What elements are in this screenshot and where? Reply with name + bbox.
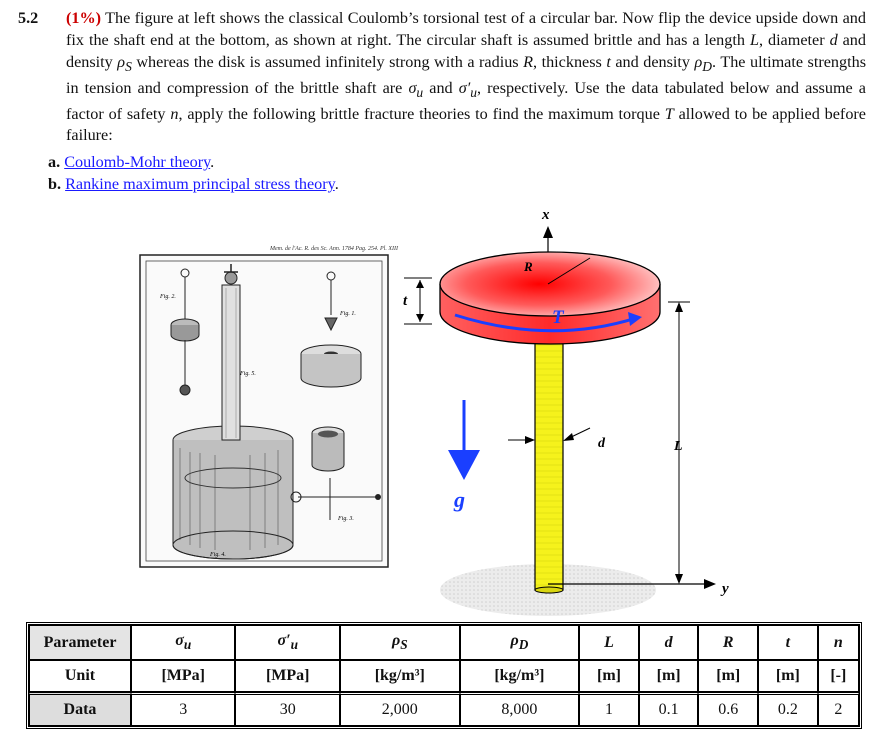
var-rho-s: ρ xyxy=(117,52,126,71)
item-a-tail: . xyxy=(210,153,215,171)
coulomb-mohr-link[interactable]: Coulomb-Mohr theory xyxy=(64,153,211,171)
R-label: R xyxy=(524,259,533,274)
text-part: , thickness xyxy=(533,52,607,71)
text-part: , apply the following brittle fracture theories to find the maximum torque xyxy=(178,104,665,123)
param-rho-d: $\rho_D$ xyxy=(460,625,580,660)
coulomb-engraving xyxy=(140,245,399,567)
var-L: L xyxy=(749,30,759,49)
row-header-parameter: Parameter xyxy=(29,625,131,660)
param-t: t xyxy=(758,625,818,660)
L-label: L xyxy=(674,439,683,454)
var-n: n xyxy=(170,104,179,123)
var-T: T xyxy=(664,104,674,123)
unit-cell: [m] xyxy=(639,660,699,692)
var-rho-d-sub: D xyxy=(702,58,713,74)
data-cell: 0.6 xyxy=(698,692,758,726)
y-axis-label: y xyxy=(722,581,729,597)
unit-cell: [m] xyxy=(698,660,758,692)
fig-label-3: Fig. 3. xyxy=(338,516,354,522)
var-t: t xyxy=(606,52,611,71)
var-R: R xyxy=(523,52,534,71)
data-cell: 2 xyxy=(818,692,859,726)
var-sigma-u-prime: σ′ xyxy=(458,78,471,97)
row-header-unit: Unit xyxy=(29,660,131,692)
data-cell: 0.1 xyxy=(639,692,699,726)
fig-label-2: Fig. 1. xyxy=(340,311,356,317)
unit-row xyxy=(29,660,859,692)
item-a-label: a. xyxy=(48,153,61,171)
T-label: T xyxy=(552,307,564,328)
param-rho-s: $\rho_S$ xyxy=(340,625,460,660)
problem-weight: (1%) xyxy=(66,9,102,27)
data-cell: 8,000 xyxy=(460,692,580,726)
unit-cell: [MPa] xyxy=(235,660,339,692)
var-rho-s-sub: S xyxy=(125,58,132,74)
var-u-sub: u xyxy=(416,84,424,100)
data-table xyxy=(26,622,862,729)
text-part: and density xyxy=(610,52,695,71)
t-label: t xyxy=(403,293,408,309)
param-sigma-u-prime: $\sigma'_u$ xyxy=(235,625,339,660)
param-sigma-u: $\sigma_u$ xyxy=(131,625,235,660)
unit-cell: [kg/m³] xyxy=(460,660,580,692)
var-u-sub: u xyxy=(470,84,477,100)
text-part: allowed to be applied before failure: xyxy=(66,104,866,145)
data-cell: 0.2 xyxy=(758,692,818,726)
unit-cell: [kg/m³] xyxy=(340,660,460,692)
g-label: g xyxy=(454,487,465,512)
shaft xyxy=(535,330,563,590)
text-part: . The ultimate strengths in tension and compression of the brittle shaft are xyxy=(66,52,866,97)
gravity-arrow xyxy=(448,400,480,512)
engraving-caption: Mem. de l'Ac. R. des Sc. Ann. 1784 Pag. 254. Pl. XIII xyxy=(270,246,398,252)
data-cell: 3 xyxy=(131,692,235,726)
data-cell: 30 xyxy=(235,692,339,726)
text-part: , diameter xyxy=(758,30,830,49)
text-part: whereas the disk is assumed infinitely strong with a radius xyxy=(131,52,524,71)
row-header-data: Data xyxy=(29,692,131,726)
data-cell: 1 xyxy=(579,692,639,726)
fig-label-1: Fig. 2. xyxy=(160,294,176,300)
unit-cell: [m] xyxy=(758,660,818,692)
param-d: d xyxy=(639,625,699,660)
problem-number: 5.2 xyxy=(18,9,39,27)
unit-cell: [-] xyxy=(818,660,859,692)
parameter-row xyxy=(29,625,859,660)
text-part: The figure at left shows the classical Coulomb’s torsional test of a circular bar. Now flip the device upside down and fix the shaft end at the bottom, as shown at right. The circular shaft is assumed brittle and has a length xyxy=(66,9,866,49)
text-part: and xyxy=(423,78,459,97)
param-L: L xyxy=(579,625,639,660)
text-part: , respectively. Use the data tabulated below and assume a factor of safety xyxy=(66,78,866,123)
data-row xyxy=(29,692,859,726)
param-R: R xyxy=(698,625,758,660)
length-dimension xyxy=(668,302,690,584)
var-sigma-u: σ xyxy=(408,78,417,97)
unit-cell: [m] xyxy=(579,660,639,692)
var-d: d xyxy=(829,30,838,49)
data-cell: 2,000 xyxy=(340,692,460,726)
d-label: d xyxy=(598,436,605,451)
param-n: n xyxy=(818,625,859,660)
item-b-label: b. xyxy=(48,175,62,193)
thickness-dimension xyxy=(403,278,432,324)
fig-label-5: Fig. 5. xyxy=(240,371,256,377)
fig-label-4: Fig. 4. xyxy=(210,552,226,558)
unit-cell: [MPa] xyxy=(131,660,235,692)
item-b-tail: . xyxy=(334,175,339,193)
text-part: and density xyxy=(66,30,866,71)
var-rho-d: ρ xyxy=(694,52,703,71)
x-axis-label: x xyxy=(542,207,550,223)
rankine-link[interactable]: Rankine maximum principal stress theory xyxy=(65,175,335,193)
